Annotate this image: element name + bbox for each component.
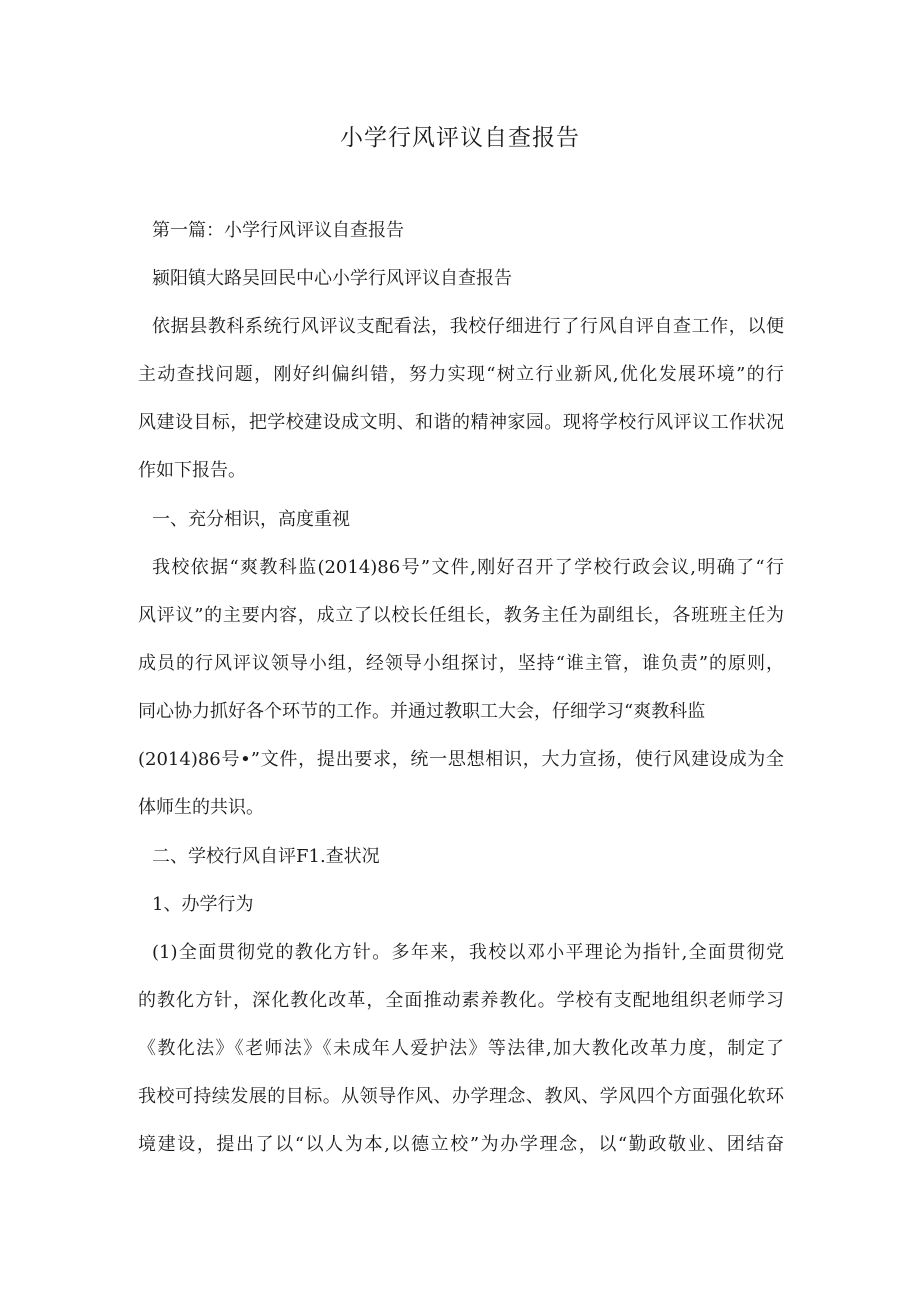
section-heading: 第一篇：小学行风评议自查报告 xyxy=(152,220,404,241)
paragraph-line: 《教化法》《老师法》《未成年人爱护法》等法律,加大教化改革力度，制定了 xyxy=(138,1038,784,1059)
paragraph-line: 风建设目标，把学校建设成文明、和谐的精神家园。现将学校行风评议工作状况 xyxy=(138,412,784,433)
paragraph-line: 风评议”的主要内容，成立了以校长任组长，教务主任为副组长，各班班主任为 xyxy=(138,605,784,626)
document-title: 小学行风评议自查报告 xyxy=(340,125,580,151)
section-heading: 二、学校行风自评F1.查状况 xyxy=(152,846,380,867)
paragraph-line: 同心协力抓好各个环节的工作。并通过教职工大会，仔细学习“爽教科监 xyxy=(138,701,706,722)
paragraph-line: 境建设，提出了以“以人为本,以德立校”为办学理念，以“勤政敬业、团结奋 xyxy=(138,1134,784,1155)
paragraph-line: 成员的行风评议领导小组，经领导小组探讨，坚持“谁主管，谁负责”的原则， xyxy=(138,653,784,674)
subsection-heading: 1、办学行为 xyxy=(152,894,254,915)
paragraph-line: 作如下报告。 xyxy=(138,460,246,481)
paragraph-line: 体师生的共识。 xyxy=(138,797,264,818)
paragraph-line: 的教化方针，深化教化改革，全面推动素养教化。学校有支配地组织老师学习 xyxy=(138,990,784,1011)
paragraph-line: (1)全面贯彻党的教化方针。多年来，我校以邓小平理论为指针,全面贯彻党 xyxy=(152,942,784,963)
paragraph-line: 主动查找问题，刚好纠偏纠错，努力实现“树立行业新风,优化发展环境”的行 xyxy=(138,364,784,385)
paragraph-line: 我校可持续发展的目标。从领导作风、办学理念、教风、学风四个方面强化软环 xyxy=(138,1086,784,1107)
section-heading: 一、充分相识，高度重视 xyxy=(152,509,350,530)
paragraph-line: (2014)86号•”文件，提出要求，统一思想相识，大力宣扬，使行风建设成为全 xyxy=(138,749,784,770)
paragraph-line: 依据县教科系统行风评议支配看法，我校仔细进行了行风自评自查工作，以便 xyxy=(152,316,784,337)
paragraph-line: 我校依据“爽教科监(2014)86号”文件,刚好召开了学校行政会议,明确了“行 xyxy=(152,557,784,578)
subtitle-line: 颍阳镇大路吴回民中心小学行风评议自查报告 xyxy=(152,268,512,289)
